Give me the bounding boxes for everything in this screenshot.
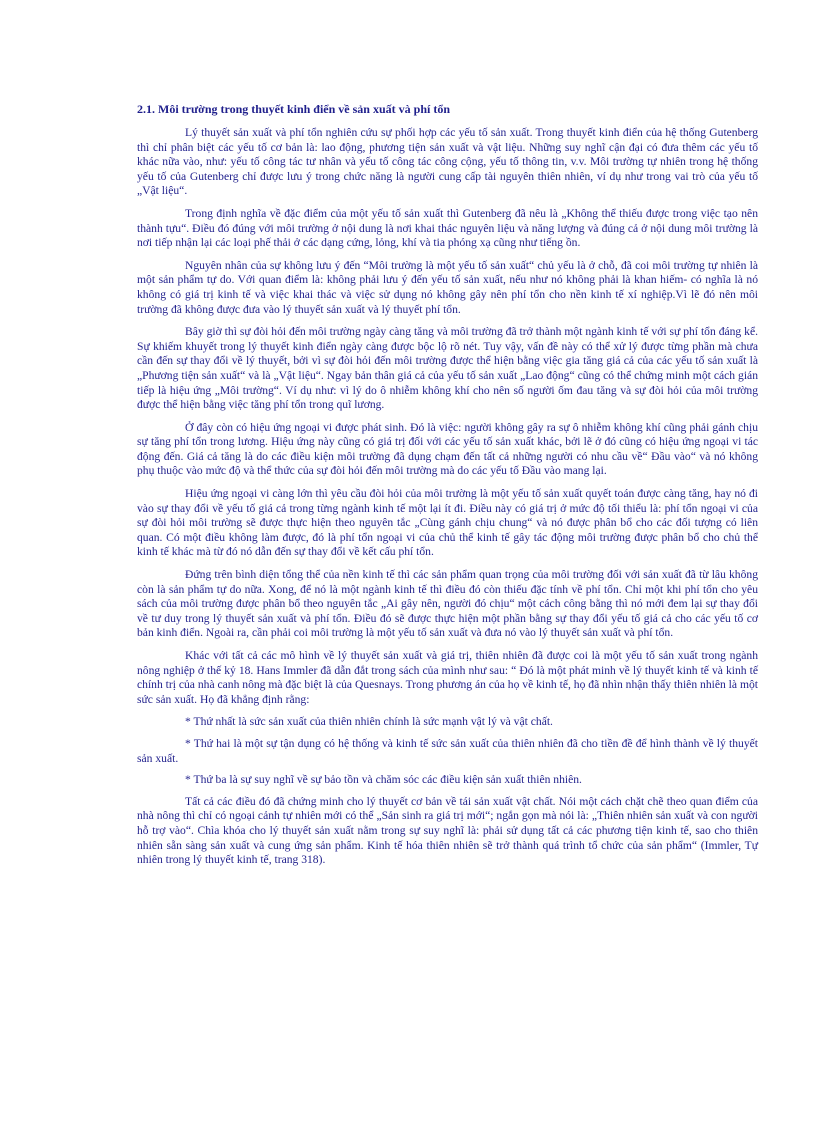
bullet-item-3: * Thứ ba là sự suy nghĩ về sự bảo tồn và chăm sóc các điều kiện sản xuất thiên nhiên. <box>185 773 582 787</box>
paragraph-7: Đứng trên bình diện tổng thể của nền kinh tế thì các sản phẩm quan trọng của môi trường đối với sản xuất đã từ lâu không còn là sản phẩm tự do nữa. Xong, để nó là một ngành kinh tế thì điều đó còn thiếu đặc tính về phí tổn. Chỉ một khi phí tổn cho yêu sách của môi trường được phân bổ theo nguyên tắc „Ai gây nên, người đó chịu“ một cách công bằng thì nó mới đem lại sự thay đổi về tư duy trong lý thuyết sản xuất và phí tổn. Điều đó sẽ được thực hiện một phần bằng sự thay đổi yếu tố giá cả cho các yếu tố cơ bản kinh điển. Ngoài ra, cần phải coi môi trường là một yếu tố sản xuất và đưa nó vào lý thuyết sản xuất và phí tổn. <box>137 568 758 640</box>
paragraph-4: Bây giờ thì sự đòi hỏi đến môi trường ngày càng tăng và môi trường đã trở thành một ngành kinh tế với sự phí tổn đáng kể. Sự khiếm khuyết trong lý thuyết kinh điển ngày càng được bộc lộ rõ nét. Tuy vậy, vấn đề này có thể xử lý được từng phần mà chưa cần đến sự thay đổi về lý thuyết, bởi vì sự đòi hỏi đến môi trường được thể hiện bằng việc gia tăng giá cả của các yếu tố sản xuất là „Phương tiện sản xuất“ và là „Vật liệu“. Ngay bản thân giá cả của yếu tố sản xuất „Lao động“ cũng có thể chứng minh một cách gián tiếp là hiệu ứng „Môi trường“. Ví dụ như: vì lý do ô nhiễm không khí cho nên số người ốm đau tăng và sự đòi hỏi của môi trường được thể hiện bằng việc tăng phí tổn trong quĩ lương. <box>137 325 758 412</box>
section-heading: 2.1. Môi trường trong thuyết kinh điển về sản xuất và phí tổn <box>137 102 451 116</box>
paragraph-8: Khác với tất cả các mô hình về lý thuyết sản xuất và giá trị, thiên nhiên đã được coi là một yếu tố sản xuất trong ngành nông nghiệp ở thế kỷ 18. Hans Immler đã dẫn đắt trong sách của mình như sau: “ Đó là một phát minh về lý thuyết kinh tế và kinh tế chính trị của nhà canh nông mà đặc biệt là của Quesnays. Trong phương án của họ về kinh tế, họ đã nhìn nhận thấy thiên nhiên là một sức sản xuất. Họ đã khẳng định rằng: <box>137 649 758 706</box>
document-page <box>137 101 758 876</box>
paragraph-6: Hiệu ứng ngoại vi càng lớn thì yêu cầu đòi hỏi của môi trường là một yếu tố sản xuất quyết toán được càng tăng, hay nó đi vào sự thay đổi về yếu tố giá cả trong từng ngành kinh tế một lại ít đi. Điều này có giá trị ở mức độ tối thiểu là: phí tổn ngoại vi của sự đòi hỏi môi trường sẽ được thực hiện theo nguyên tắc „Cùng gánh chịu chung“ và nó được phân bổ cho các đối tượng có liên quan. Có một điều không làm được, đó là phí tổn ngoại vi của chủ thể kinh tế gây tác động môi trường được phân bổ cho chủ thể kinh tế khác mà từ đó nó dẫn đến sự thay đổi về kết cấu phí tổn. <box>137 487 758 559</box>
bullet-item-2: * Thứ hai là một sự tận dụng có hệ thống và kinh tế sức sản xuất của thiên nhiên đã cho tiền đề để hình thành về lý thuyết sản xuất. <box>137 736 758 765</box>
paragraph-2: Trong định nghĩa về đặc điểm của một yếu tố sản xuất thì Gutenberg đã nêu là „Không thể thiếu được trong việc tạo nên thành tựu“. Điều đó đúng với môi trường ở nội dung là nơi khai thác nguyên liệu và năng lượng và đúng cả ở nội dung môi trường là nơi tiếp nhận lại các loại phế thải ở các dạng cứng, lỏng, khí và tia phóng xạ cũng như tiếng ồn. <box>137 206 758 250</box>
paragraph-5: Ở đây còn có hiệu ứng ngoại vi được phát sinh. Đó là việc: người không gây ra sự ô nhiễm không khí cũng phải gánh chịu sự tăng phí tổn trong lương. Hiệu ứng này cũng có giá trị đối với các yếu tố sản xuất khác, bởi lẽ ở đó cũng có hiệu ứng ngoại vi tác động đến. Giá cả tăng là do các điều kiện môi trường đã dụng chạm đến tất cả những người có nhu cầu về“ Đầu vào“ và nó không phụ thuộc vào mức độ và thể thức của sự đòi hỏi đến môi trường mà do các yếu tố Đầu vào mang lại. <box>137 420 758 478</box>
paragraph-1: Lý thuyết sản xuất và phí tổn nghiên cứu sự phối hợp các yếu tố sản xuất. Trong thuyết kinh điển của hệ thống Gutenberg thì chỉ phân biệt các yếu tố cơ bản là: lao động, phương tiện sản xuất và vật liệu. Những suy nghĩ cận đại có đưa thêm các yếu tố khác nữa vào, như: yếu tố công tác tư nhân và yếu tố công tác công cộng, yếu tố thông tin, v.v. Môi trường tự nhiên trong hệ thống yếu tố của Gutenberg chỉ được lưu ý trong chức năng là người cung cấp tài nguyên thiên nhiên, ví dụ như trong vai trò của yếu tố „Vật liệu“. <box>137 126 758 198</box>
bullet-item-1: * Thứ nhất là sức sản xuất của thiên nhiên chính là sức mạnh vật lý và vật chất. <box>185 715 553 729</box>
final-paragraph: Tất cả các điều đó đã chứng minh cho lý thuyết cơ bản về tái sản xuất vật chất. Nói một cách chặt chẽ theo quan điểm của nhà nông thì chỉ có ngoại cảnh tự nhiên mới có thể „Sản sinh ra giá trị mới“; ngắn gọn mà nói là: „Thiên nhiên sản xuất và con người hỗ trợ vào“. Chìa khóa cho lý thuyết sản xuất nằm trong sự suy nghĩ là: phải sử dụng tất cả các phương tiện kinh tế, sao cho thiên nhiên sẵn sàng sản xuất và cung ứng sản phẩm. Kinh tế hóa thiên nhiên sẽ trở thành quá trình tổ chức của sản phẩm“ (Immler, Tự nhiên trong lý thuyết kinh tế, trang 318). <box>137 794 758 867</box>
paragraph-3: Nguyên nhân của sự không lưu ý đến “Môi trường là một yếu tố sản xuất“ chủ yếu là ở chỗ, đã coi môi trường tự nhiên là một sản phẩm tự do. Với quan điểm là: không phải lưu ý đến yếu tố sản xuất, nếu như nó không phải là khan hiếm- có nghĩa là nó không có giá trị kinh tế và việc khai thác và việc sử dụng nó không gây nên phí tổn cho nền kinh tế xí nghiệp.Vì lẽ đó nên môi trường đã không được đưa vào lý thuyết sản xuất và lý thuyết phí tổn. <box>137 258 758 316</box>
